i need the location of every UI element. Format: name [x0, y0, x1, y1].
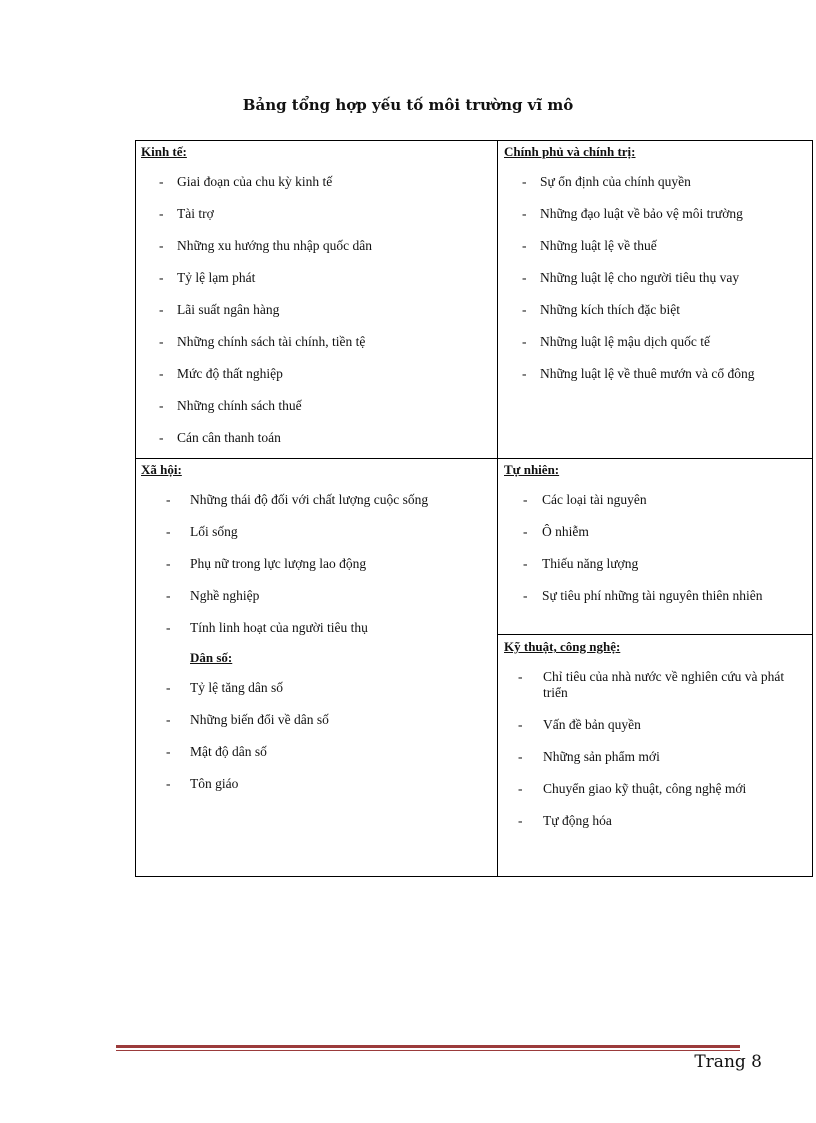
list-item: - Những chính sách tài chính, tiền tệ	[141, 334, 493, 350]
list-item: - Phụ nữ trong lực lượng lao động	[141, 556, 493, 572]
technology-divider	[497, 634, 813, 635]
list-item: - Những đạo luật về bảo vệ môi trường	[504, 206, 810, 222]
list-item: - Cán cân thanh toán	[141, 430, 493, 446]
list-item: - Những sản phẩm mới	[504, 749, 810, 765]
population-heading: Dân số:	[190, 650, 233, 665]
list-item: - Sự ổn định của chính quyền	[504, 174, 810, 190]
nature-heading: Tự nhiên:	[504, 462, 560, 477]
society-list	[141, 492, 493, 636]
population-list	[141, 680, 493, 792]
list-item: - Tôn giáo	[141, 776, 493, 792]
economy-list	[141, 174, 493, 446]
page-number: Trang 8	[694, 1052, 762, 1072]
list-item: - Tài trợ	[141, 206, 493, 222]
technology-heading: Kỹ thuật, công nghệ:	[504, 639, 621, 654]
politics-list	[504, 174, 810, 382]
list-item: - Lối sống	[141, 524, 493, 540]
list-item: - Tự động hóa	[504, 813, 810, 829]
list-item: - Chuyển giao kỹ thuật, công nghệ mới	[504, 781, 810, 797]
list-item: - Những luật lệ cho người tiêu thụ vay	[504, 270, 810, 286]
footer-rule-thick	[116, 1045, 740, 1048]
list-item: - Những biến đổi về dân số	[141, 712, 493, 728]
economy-cell	[141, 144, 493, 446]
politics-cell	[504, 144, 810, 382]
list-item: - Ô nhiễm	[504, 524, 806, 540]
technology-cell	[504, 639, 810, 829]
economy-heading: Kinh tế:	[141, 144, 187, 159]
nature-list	[504, 492, 806, 604]
list-item: - Tính linh hoạt của người tiêu thụ	[141, 620, 493, 636]
list-item: - Những thái độ đối với chất lượng cuộc sống	[141, 492, 493, 508]
list-item: - Những luật lệ về thuê mướn và cổ đông	[504, 366, 810, 382]
list-item: - Các loại tài nguyên	[504, 492, 806, 508]
list-item: - Chỉ tiêu của nhà nước về nghiên cứu và phát triển	[504, 669, 810, 701]
footer-rule-thin	[116, 1050, 740, 1051]
list-item: - Những kích thích đặc biệt	[504, 302, 810, 318]
document-title: Bảng tổng hợp yếu tố môi trường vĩ mô	[242, 96, 574, 114]
list-item: - Mật độ dân số	[141, 744, 493, 760]
list-item: - Giai đoạn của chu kỳ kinh tế	[141, 174, 493, 190]
list-item: - Tỷ lệ lạm phát	[141, 270, 493, 286]
list-item: - Vấn đề bản quyền	[504, 717, 810, 733]
list-item: - Tỷ lệ tăng dân số	[141, 680, 493, 696]
list-item: - Những chính sách thuế	[141, 398, 493, 414]
list-item: - Những luật lệ về thuế	[504, 238, 810, 254]
society-heading: Xã hội:	[141, 462, 182, 477]
nature-cell	[504, 462, 806, 604]
society-cell	[141, 462, 493, 792]
list-item: - Lãi suất ngân hàng	[141, 302, 493, 318]
list-item: - Nghề nghiệp	[141, 588, 493, 604]
politics-heading: Chính phủ và chính trị:	[504, 144, 636, 159]
table-row-divider	[135, 458, 813, 459]
list-item: - Những xu hướng thu nhập quốc dân	[141, 238, 493, 254]
technology-list	[504, 669, 810, 829]
table-column-divider	[497, 140, 498, 877]
list-item: - Thiếu năng lượng	[504, 556, 806, 572]
list-item: - Mức độ thất nghiệp	[141, 366, 493, 382]
list-item: - Những luật lệ mậu dịch quốc tế	[504, 334, 810, 350]
list-item: - Sự tiêu phí những tài nguyên thiên nhiên	[504, 588, 806, 604]
